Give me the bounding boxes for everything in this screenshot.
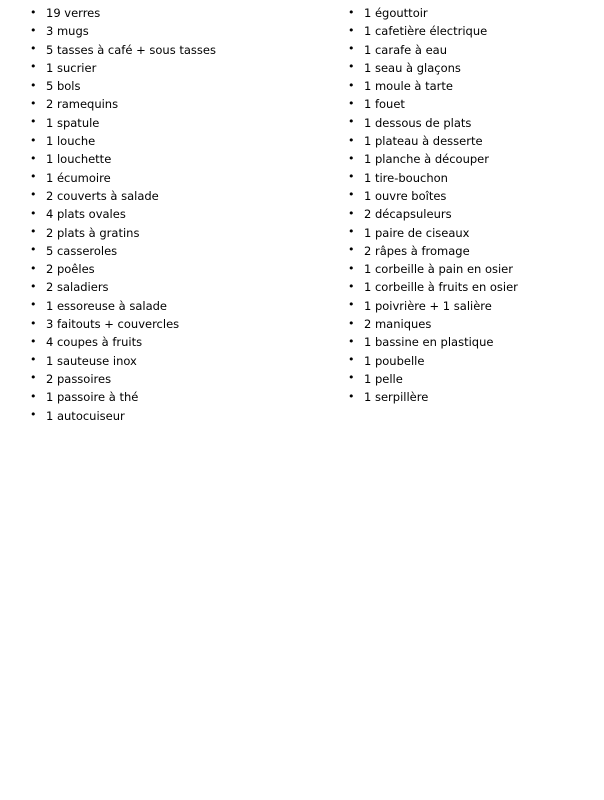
list-item: • 5 tasses à café + sous tasses — [22, 41, 340, 59]
list-item: • 1 essoreuse à salade — [22, 297, 340, 315]
list-item: • 1 sauteuse inox — [22, 352, 340, 370]
list-item: • 2 passoires — [22, 370, 340, 388]
list-item: • 5 bols — [22, 77, 340, 95]
list-item: • 3 mugs — [22, 22, 340, 40]
left-item-list — [22, 4, 340, 425]
list-item: • 1 fouet — [340, 95, 604, 113]
list-item: • 5 casseroles — [22, 242, 340, 260]
list-item: • 2 couverts à salade — [22, 187, 340, 205]
left-column — [0, 4, 340, 425]
right-item-list — [340, 4, 604, 407]
list-item: • 2 décapsuleurs — [340, 205, 604, 223]
list-item: • 1 égouttoir — [340, 4, 604, 22]
list-item: • 1 écumoire — [22, 169, 340, 187]
list-item: • 19 verres — [22, 4, 340, 22]
list-item: • 1 dessous de plats — [340, 114, 604, 132]
list-item: • 1 corbeille à fruits en osier — [340, 278, 604, 296]
list-item: • 1 bassine en plastique — [340, 333, 604, 351]
list-item: • 2 poêles — [22, 260, 340, 278]
list-item: • 1 louche — [22, 132, 340, 150]
list-item: • 1 passoire à thé — [22, 388, 340, 406]
list-item: • 2 maniques — [340, 315, 604, 333]
list-item: • 1 seau à glaçons — [340, 59, 604, 77]
list-item: • 1 cafetière électrique — [340, 22, 604, 40]
list-item: • 2 plats à gratins — [22, 224, 340, 242]
list-item: • 1 louchette — [22, 150, 340, 168]
list-item: • 1 corbeille à pain en osier — [340, 260, 604, 278]
list-item: • 1 pelle — [340, 370, 604, 388]
list-item: • 1 paire de ciseaux — [340, 224, 604, 242]
list-item: • 1 tire-bouchon — [340, 169, 604, 187]
right-column — [340, 4, 604, 407]
list-item: • 2 ramequins — [22, 95, 340, 113]
list-item: • 1 poubelle — [340, 352, 604, 370]
list-item: • 2 saladiers — [22, 278, 340, 296]
list-item: • 2 râpes à fromage — [340, 242, 604, 260]
list-item: • 1 planche à découper — [340, 150, 604, 168]
list-item: • 1 plateau à desserte — [340, 132, 604, 150]
list-item: • 1 serpillère — [340, 388, 604, 406]
list-item: • 1 moule à tarte — [340, 77, 604, 95]
list-item: • 1 carafe à eau — [340, 41, 604, 59]
two-column-layout — [0, 4, 604, 425]
list-item: • 1 spatule — [22, 114, 340, 132]
list-item: • 4 plats ovales — [22, 205, 340, 223]
list-item: • 1 sucrier — [22, 59, 340, 77]
list-item: • 1 ouvre boîtes — [340, 187, 604, 205]
list-item: • 1 autocuiseur — [22, 407, 340, 425]
list-item: • 3 faitouts + couvercles — [22, 315, 340, 333]
list-item: • 1 poivrière + 1 salière — [340, 297, 604, 315]
list-item: • 4 coupes à fruits — [22, 333, 340, 351]
